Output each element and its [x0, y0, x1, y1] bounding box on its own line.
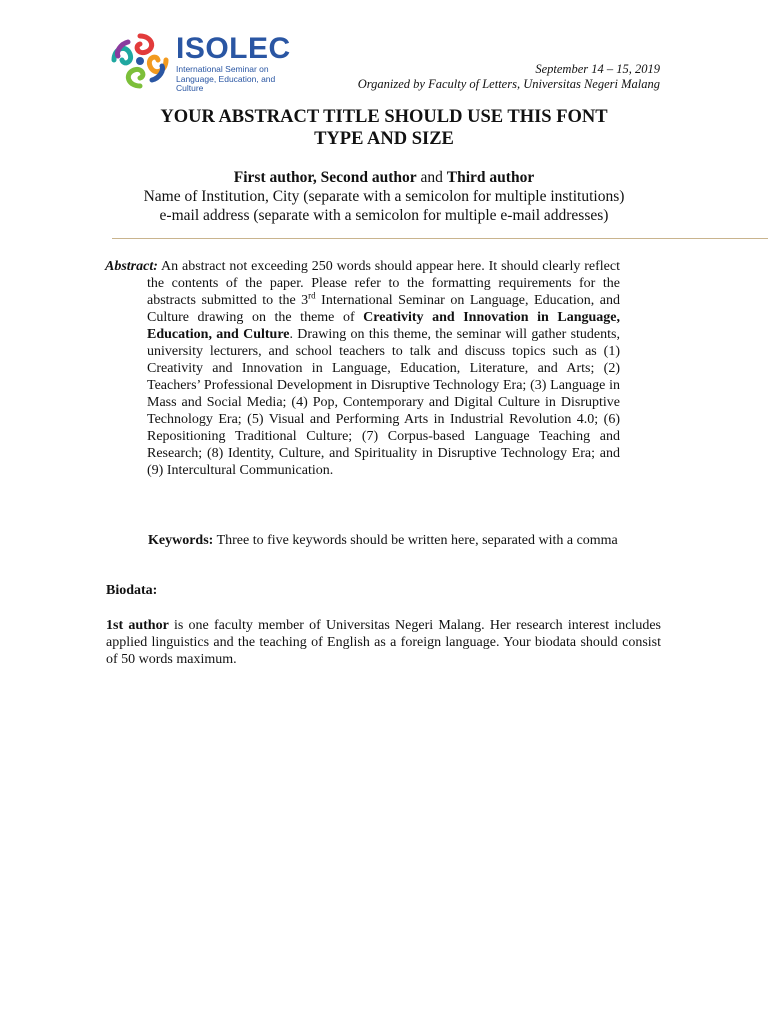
keywords-text: Three to five keywords should be written here, separated with a comma	[213, 533, 618, 548]
abstract-text-c: . Drawing on this theme, the seminar will gather students, university lecturers, and school teachers to talk and discuss topics such as (1) Creativity and Innovation in Language, Education, Literature, and Arts; (2) Teachers’ Professional Development in Disruptive Technology Era; (3) Language in Mass and Social Media; (4) Pop, Contemporary and Digital Culture in Disruptive Technology Era; (5) Visual and Performing Arts in Industrial Revolution 4.0; (6) Repositioning Traditional Culture; (7) Corpus-based Language Teaching and Research; (8) Identity, Culture, and Spirituality in Disruptive Technology Era; and (9) Intercultural Communication.	[147, 327, 620, 478]
institution-line: Name of Institution, City (separate with a semicolon for multiple institutions)	[143, 188, 625, 205]
biodata-text: is one faculty member of Universitas Negeri Malang. Her research interest includes applied linguistics and the teaching of English as a foreign language. Your biodata should consist of 50 words maximum.	[106, 618, 661, 667]
event-date: September 14 – 15, 2019	[535, 62, 660, 76]
second-author: Second author	[320, 169, 417, 186]
isolec-logo	[108, 30, 298, 92]
logo-subtitle-1: International Seminar on	[176, 64, 269, 74]
abstract-text-b: International Seminar on Language, Education, and Culture drawing on the theme of	[147, 293, 620, 325]
author-conjunction: and	[420, 169, 443, 186]
event-info	[358, 62, 660, 92]
biodata-author-label: 1st author	[106, 618, 169, 633]
logo-wordmark	[176, 34, 298, 93]
abstract-text-a: An abstract not exceeding 250 words should appear here. It should clearly reflect the contents of the paper. Please refer to the formatting requirements for the abstracts submitted to the 3	[147, 259, 620, 308]
email-line: e-mail address (separate with a semicolon for multiple e-mail addresses)	[159, 207, 609, 224]
title-line-1: YOUR ABSTRACT TITLE SHOULD USE THIS FONT	[160, 107, 608, 127]
abstract-paragraph	[105, 258, 621, 479]
header-divider	[112, 238, 768, 239]
abstract-label: Abstract:	[105, 259, 158, 274]
author-block	[0, 168, 768, 225]
keywords-label: Keywords:	[148, 533, 214, 548]
logo-subtitle-2: Language, Education, and Culture	[176, 74, 276, 93]
seminar-theme: Creativity and Innovation in Language, Education, and Culture	[147, 310, 621, 342]
author-names	[0, 168, 768, 187]
ordinal-suffix: rd	[308, 290, 316, 301]
third-author: Third author	[446, 169, 535, 186]
biodata-heading: Biodata:	[106, 583, 158, 598]
abstract-title	[0, 106, 768, 150]
title-line-2: TYPE AND SIZE	[314, 129, 454, 149]
event-organizer: Organized by Faculty of Letters, Universitas Negeri Malang	[357, 77, 660, 91]
first-author: First author,	[233, 169, 317, 186]
logo-name: ISOLEC	[176, 32, 291, 65]
isolec-emblem-icon	[108, 30, 172, 92]
biodata-paragraph	[106, 617, 661, 668]
keywords-paragraph	[148, 532, 661, 549]
